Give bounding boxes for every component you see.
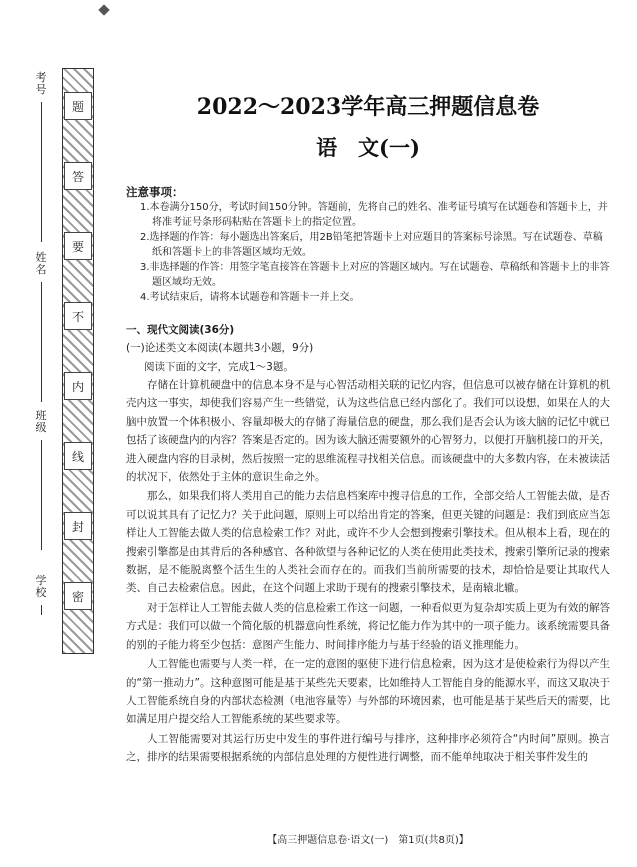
page-footer: 【高三押题信息卷·语文(一) 第1页(共8页)】 bbox=[267, 835, 469, 846]
name-label: 姓名 bbox=[35, 251, 47, 276]
passage-paragraph: 对于怎样让人工智能去做人类的信息检索工作这一问题，一种看似更为复杂却实质上更为有效的解答方式是：我们可以做一个简化版的机器意向性系统，将记忆能力作为其中的一项子能力。该系统需要具备的别的子能力将至少包括：意图产生能力、时间排序能力与基于经验的语义推理能力。 bbox=[126, 601, 610, 651]
passage-paragraph: 存储在计算机硬盘中的信息本身不是与心智活动相关联的记忆内容，但信息可以被存储在计算机的机壳内这一事实，却使我们容易产生一些错觉，认为这些信息已经内部化了。我们可以设想，如果在人的大脑中放置一个体积极小、容量却极大的存储了海量信息的硬盘，那么我们是否会认为该大脑的记忆中就已包括了该硬盘内的内容？答案是否定的。因为该大脑还需要额外的心智努力，以便打开脑机接口的开关，进入硬盘内容的目录树，然后按照一定的思维流程寻找相关信息。而该硬盘中的大多数内容，在未被读活的状况下，依然处于主体的意识生命之外。 bbox=[126, 379, 610, 484]
seal-char: 答 bbox=[64, 162, 92, 190]
exam-no-blank bbox=[41, 102, 42, 242]
exam-title: 2022～2023学年高三押题信息卷 bbox=[196, 94, 540, 120]
notice-item: 1.本卷满分150分，考试时间150分钟。答题前，先将自己的姓名、准考证号填写在试题卷和答题卡上，并将准考证号条形码粘贴在答题卡上的指定位置。 bbox=[140, 202, 608, 228]
school-label: 学校 bbox=[35, 574, 47, 599]
passage-paragraph: 人工智能也需要与人类一样，在一定的意图的驱使下进行信息检索，因为这才是使检索行为得以产生的“第一推动力”。这种意图可能是基于某些先天要素，比如维持人工智能自身的能源水平，而这又取决于人工智能系统自身的内部状态检测（电池容量等）与外部的环境因素，也可能是基于某些后天的需要，比如满足用户提交给人工智能系统的某些要求等。 bbox=[126, 658, 610, 726]
name-blank bbox=[41, 282, 42, 402]
reading-instruction: 阅读下面的文字，完成1～3题。 bbox=[144, 361, 294, 373]
seal-char: 线 bbox=[64, 442, 92, 470]
notice-item: 2.选择题的作答：每小题选出答案后，用2B铅笔把答题卡上对应题目的答案标号涂黑。写在试题卷、草稿纸和答题卡上的非答题区域均无效。 bbox=[140, 232, 603, 258]
seal-line-strip bbox=[62, 68, 94, 654]
school-blank bbox=[41, 605, 42, 615]
binding-margin bbox=[0, 0, 112, 867]
seal-char: 密 bbox=[64, 582, 92, 610]
exam-page bbox=[118, 0, 618, 867]
notice-item: 3.非选择题的作答：用签字笔直接答在答题卡上对应的答题区域内。写在试题卷、草稿纸和答题卡上的非答题区域均无效。 bbox=[140, 262, 610, 288]
section-heading: 一、现代文阅读(36分) bbox=[126, 324, 235, 336]
seal-char: 封 bbox=[64, 512, 92, 540]
passage-paragraph: 人工智能需要对其运行历史中发生的事件进行编号与排序，这种排序必须符合“内时间”原则。换言之，排序的结果需要根据系统的内部信息处理的方便性进行调整，而不能单纯取决于相关事件发生的 bbox=[126, 732, 610, 764]
section-subheading: (一)论述类文本阅读(本题共3小题，9分) bbox=[126, 342, 314, 354]
class-label: 班级 bbox=[35, 409, 47, 434]
class-blank bbox=[41, 440, 42, 550]
passage-paragraph: 那么，如果我们将人类用自己的能力去信息档案库中搜寻信息的工作，全部交给人工智能去做，是否可以说其具有了记忆力？关于此问题，原则上可以给出肯定的答案，但更关键的问题是：我们到底应当怎样让人工智能去做人类的信息检索工作？对此，或许不少人会想到搜索引擎技术。但从根本上看，现在的搜索引擎都是由其背后的各种感官、各种欲望与各种记忆的人类在使用此类技术，搜索引擎所记录的搜索数据，是不能脱离整个活生生的人类社会而存在的。而我们当前所需要的技术，却恰恰是要让其取代人类、自己去检索信息。因此，在这个问题上求助于现有的搜索引擎技术，是南辕北辙。 bbox=[126, 490, 610, 595]
seal-char: 题 bbox=[64, 92, 92, 120]
exam-no-label: 考号 bbox=[35, 71, 47, 96]
subject-title: 语 文(一) bbox=[316, 135, 420, 160]
seal-char: 要 bbox=[64, 232, 92, 260]
seal-char: 不 bbox=[64, 302, 92, 330]
notice-item: 4.考试结束后，请将本试题卷和答题卡一并上交。 bbox=[140, 292, 360, 303]
corner-mark-icon bbox=[98, 4, 109, 15]
seal-char: 内 bbox=[64, 372, 92, 400]
notice-heading: 注意事项： bbox=[126, 185, 184, 199]
notice-list bbox=[126, 200, 610, 305]
reading-passage bbox=[126, 376, 610, 768]
